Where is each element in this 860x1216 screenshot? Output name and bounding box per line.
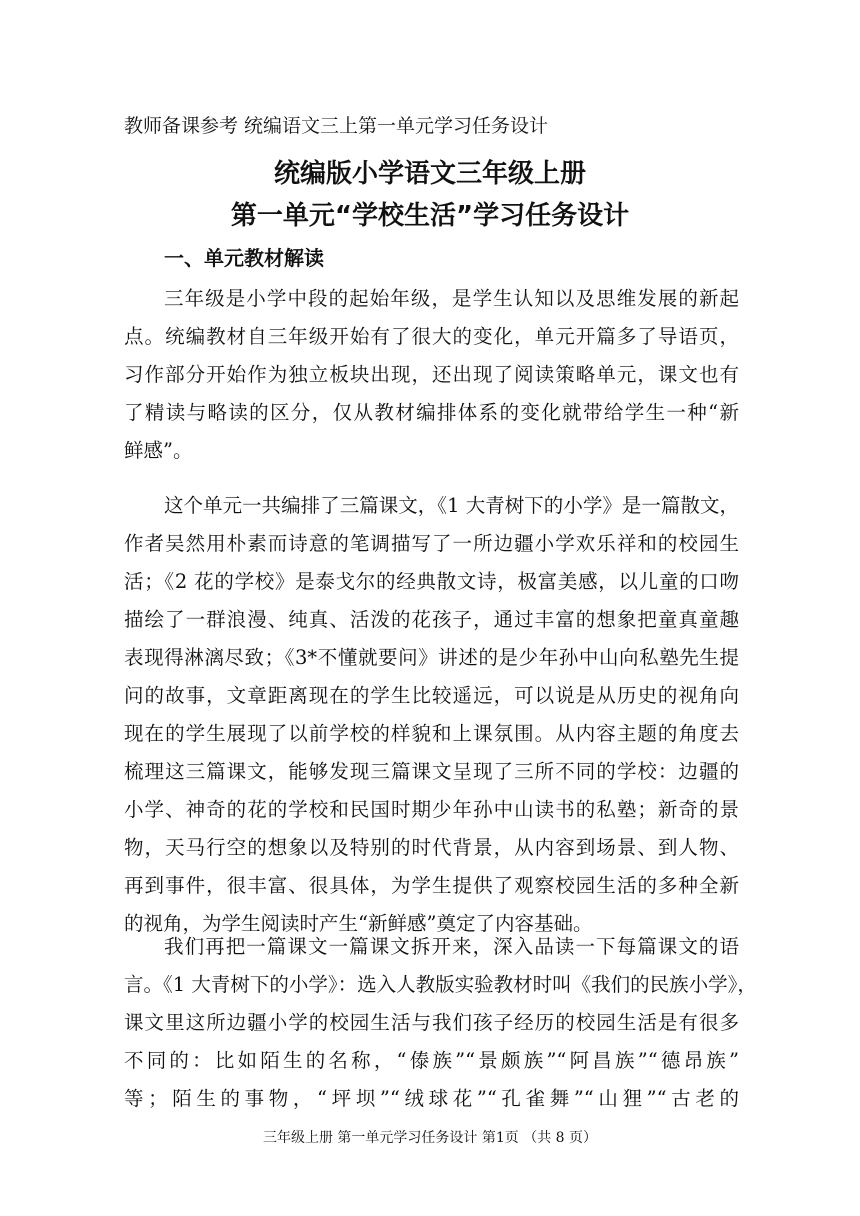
text-line: 活；《2 花的学校》是泰戈尔的经典散文诗，极富美感，以儿童的口吻: [124, 570, 739, 593]
text-line: 小学、神奇的花的学校和民国时期少年孙中山读书的私塾；新奇的景: [124, 798, 739, 821]
document-title-line-1: 统编版小学语文三年级上册: [273, 159, 586, 189]
paragraph-2: [124, 487, 739, 943]
text-line: 物，天马行空的想象以及特别的时代背景，从内容到场景、到人物、: [124, 836, 739, 859]
text-line: 问的故事，文章距离现在的学生比较遥远，可以说是从历史的视角向: [124, 684, 739, 707]
text-line: 梳理这三篇课文，能够发现三篇课文呈现了三所不同的学校：边疆的: [124, 760, 739, 783]
text-line: 三年级是小学中段的起始年级，是学生认知以及思维发展的新起: [164, 287, 739, 310]
text-line: 作者吴然用朴素而诗意的笔调描写了一所边疆小学欢乐祥和的校园生: [124, 532, 739, 555]
text-line: 鲜感”。: [124, 439, 193, 462]
text-line: 等；陌生的事物，“坪坝”“绒球花”“孔雀舞”“山狸”“古老的: [124, 1087, 739, 1110]
text-line: 这个单元一共编排了三篇课文，《1 大青树下的小学》是一篇散文，: [164, 494, 739, 517]
text-line: 课文里这所边疆小学的校园生活与我们孩子经历的校园生活是有很多: [124, 1011, 739, 1034]
text-line: 习作部分开始作为独立板块出现，还出现了阅读策略单元，课文也有: [124, 363, 739, 386]
paragraph-3: [124, 928, 757, 1118]
document-header: 教师备课参考 统编语文三上第一单元学习任务设计: [124, 115, 549, 137]
text-line: 表现得淋漓尽致；《3*不懂就要问》讲述的是少年孙中山向私塾先生提: [124, 646, 739, 669]
text-line: 了精读与略读的区分，仅从教材编排体系的变化就带给学生一种“新: [124, 401, 739, 424]
document-title-line-2: 第一单元“学校生活”学习任务设计: [230, 201, 630, 231]
page-footer: 三年级上册 第一单元学习任务设计 第1页 （共 8 页）: [262, 1130, 598, 1146]
text-line: 不同的：比如陌生的名称，“傣族”“景颇族”“阿昌族”“德昂族”: [124, 1049, 739, 1072]
text-line: 言。《1 大青树下的小学》：选入人教版实验教材时叫《我们的民族小学》，: [124, 973, 757, 996]
text-line: 现在的学生展现了以前学校的样貌和上课氛围。从内容主题的角度去: [124, 722, 739, 745]
text-line: 我们再把一篇课文一篇课文拆开来，深入品读一下每篇课文的语: [164, 935, 739, 958]
text-line: 点。统编教材自三年级开始有了很大的变化，单元开篇多了导语页，: [124, 325, 739, 348]
text-line: 再到事件，很丰富、很具体，为学生提供了观察校园生活的多种全新: [124, 874, 739, 897]
paragraph-1: [124, 280, 739, 470]
text-line: 的视角，为学生阅读时产生“新鲜感”奠定了内容基础。: [124, 912, 593, 935]
section-heading: 一、单元教材解读: [164, 246, 324, 270]
text-line: 描绘了一群浪漫、纯真、活泼的花孩子，通过丰富的想象把童真童趣: [124, 608, 739, 631]
